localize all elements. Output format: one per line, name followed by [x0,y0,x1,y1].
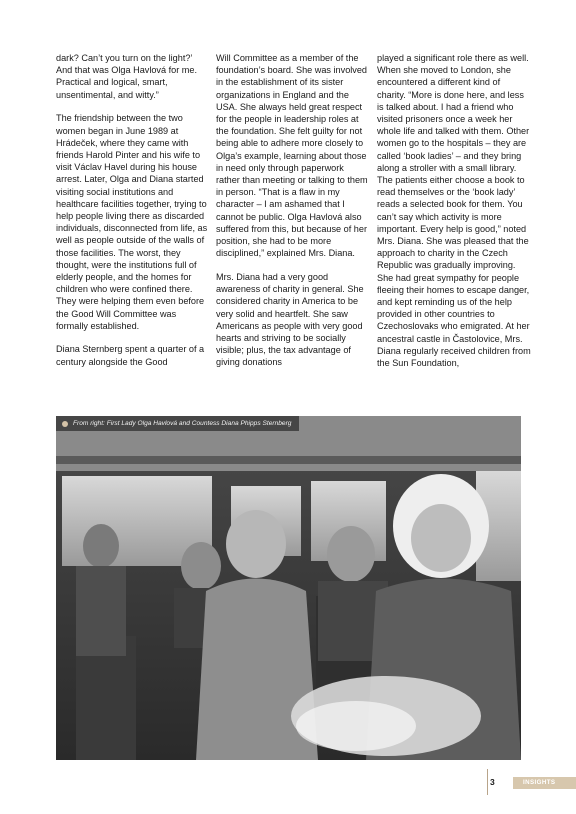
paragraph: Diana Sternberg spent a quarter of a century alongside the Good [56,344,205,367]
paragraph: Will Committee as a member of the foundation’s board. She was involved in the establishment of its sister organizations in England and the USA. She always held great respect for the people in leadership roles at the foundation. She felt guilty for not being able to adhere more closely to Olga’s example, learning about those in need only through paperwork rather than meeting or talking to them in person. “That is a flaw in my character – I am ashamed that I cannot be public. Olga Havlová also suffered from this, but because of her position, she had to be more disciplined,” explained Mrs. Diana. [216,53,368,259]
article-column-1 [56,52,210,379]
article-photo [56,416,521,760]
paragraph: Mrs. Diana had a very good awareness of charity in general. She considered charity in America to be very solid and heartfelt. She saw Americans as people with very good hearts and striving to be socially visible; plus, the tax advantage of giving donations [216,271,364,368]
section-tab: INSIGHTS [513,777,576,789]
photo-caption [56,416,299,431]
bullet-icon [62,421,68,427]
photo-illustration [56,416,521,760]
page-number: 3 [490,777,495,787]
article-column-3 [377,52,531,381]
article-column-2 [216,52,370,380]
footer-divider [487,769,488,795]
paragraph: The friendship between the two women began in June 1989 at Hrádeček, where they came with friends Harold Pinter and his wife to visit Václav Havel during his house arrest. Later, Olga and Diana started visiting social institutions and healthcare facilities together, trying to help people living there as discarded individuals, disconnected from life, as well as people outside of the walls of those facilities. The worst, they thought, were the institutions full of elderly people, and the homes for children who were confined there. They were helping them even before the Good Will Committee was formally established. [56,113,208,331]
caption-text: From right: First Lady Olga Havlová and Countess Diana Phipps Sternberg [73,420,292,427]
paragraph: played a significant role there as well. When she moved to London, she encountered a different kind of charity. “More is done here, and less is talked about. I had a friend who visited prisoners once a week her whole life and talked with them. Other women go to the hospitals – they are called ‘book ladies’ – and they bring along a stroller with a small library. The patients either choose a book to read themselves or the ‘book lady’ reads a selected book for them. You can’t say which activity is more important. Every help is good,” noted Mrs. Diana. She was pleased that the approach to charity in the Czech Republic was gradually improving. She had great sympathy for people fleeing their homes to escape danger, and kept reminding us of the help provided in other countries to Czechoslovaks who emigrated. At her ancestral castle in Častolovice, Mrs. Diana regularly received children from the Sun Foundation, [377,53,531,369]
paragraph: dark? Can’t you turn on the light?’ And that was Olga Havlová for me. Practical and logical, smart, unsentimental, and witty.” [56,53,197,100]
